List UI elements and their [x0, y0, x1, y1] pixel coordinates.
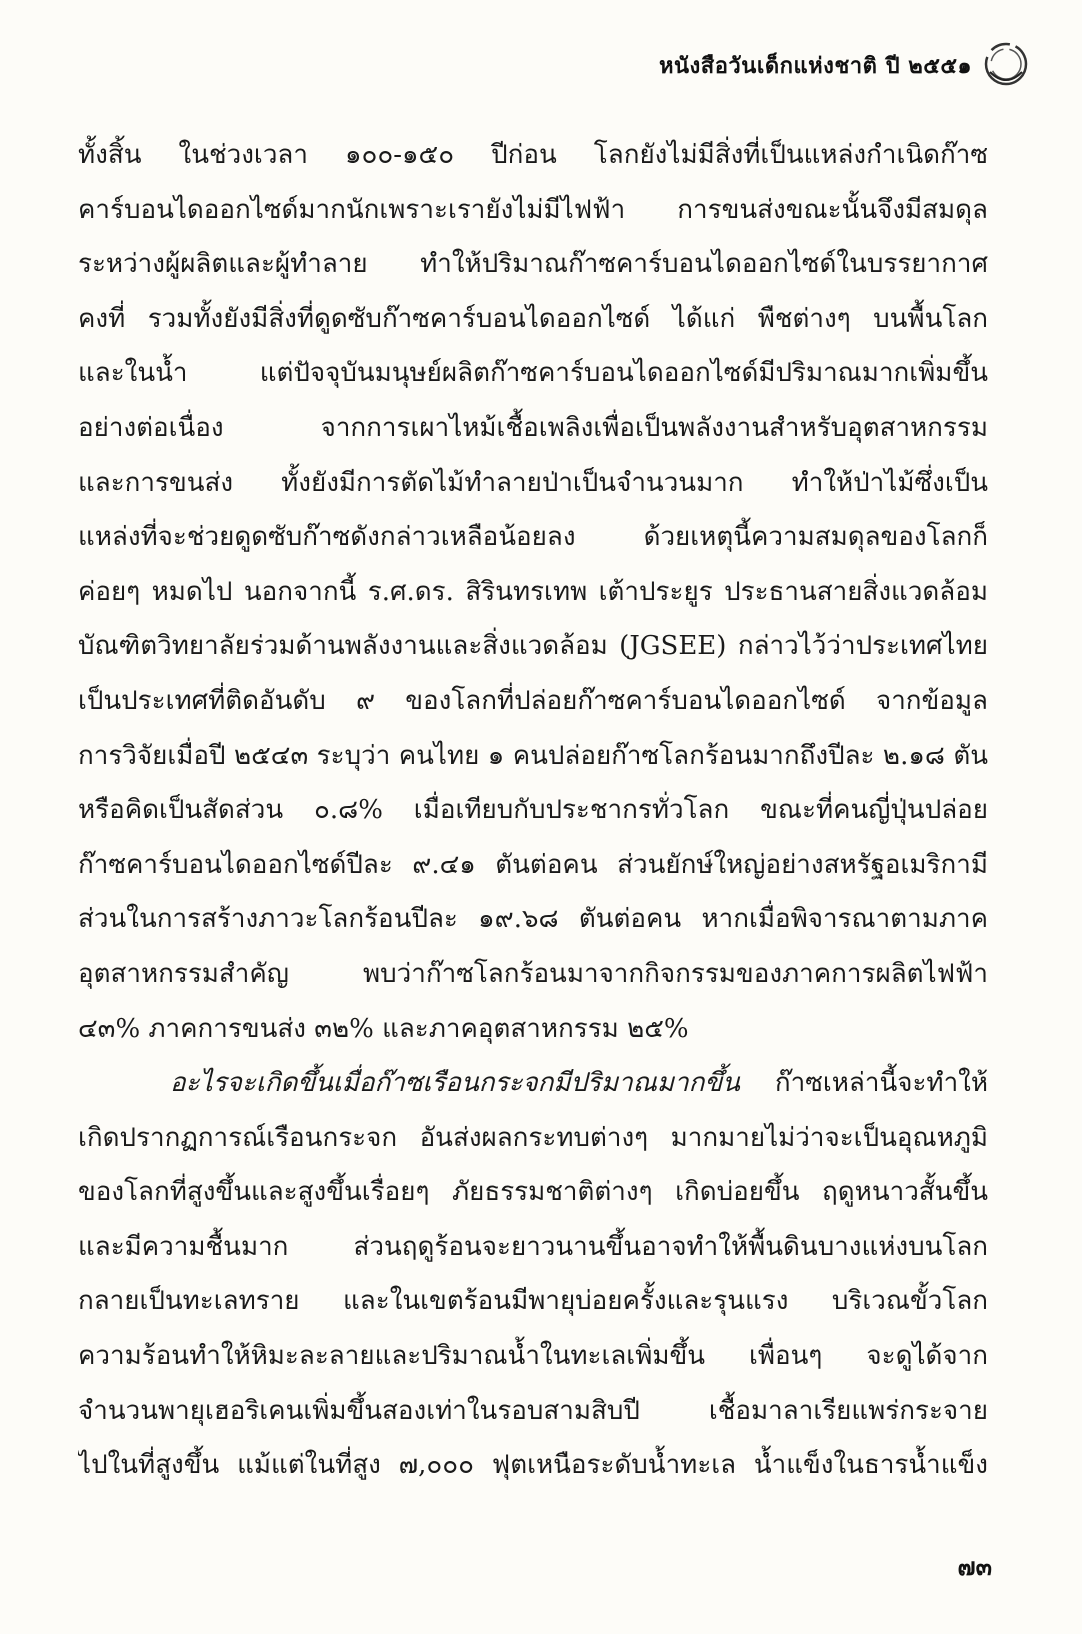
lead-rest: ก๊าซเหล่านี้จะทำให้ — [739, 1068, 988, 1099]
text-line: ทั้งสิ้น ในช่วงเวลา ๑๐๐-๑๕๐ ปีก่อน โลกยังไม่มีสิ่งที่เป็นแหล่งกำเนิดก๊าซ — [78, 140, 988, 170]
italic-lead: อะไรจะเกิดขึ้นเมื่อก๊าซเรือนกระจกมีปริมาณมากขึ้น — [170, 1068, 740, 1099]
text-line: หรือคิดเป็นสัดส่วน ๐.๘% เมื่อเทียบกับประชากรทั่วโลก ขณะที่คนญี่ปุ่นปล่อย — [78, 795, 988, 826]
text-line: การวิจัยเมื่อปี ๒๕๔๓ ระบุว่า คนไทย ๑ คนปล่อยก๊าซโลกร้อนมากถึงปีละ ๒.๑๘ ตัน — [78, 740, 988, 771]
text-line: ค่อยๆ หมดไป นอกจากนี้ ร.ศ.ดร. สิรินทรเทพ เต้าประยูร ประธานสายสิ่งแวดล้อม — [78, 576, 988, 607]
paragraph-first-line — [78, 1056, 988, 1111]
text-line: อย่างต่อเนื่อง จากการเผาไหม้เชื้อเพลิงเพื่อเป็นพลังงานสำหรับอุตสาหกรรม — [78, 412, 988, 443]
text-line: จำนวนพายุเฮอริเคนเพิ่มขึ้นสองเท่าในรอบสามสิบปี เชื้อมาลาเรียแพร่กระจาย — [78, 1395, 988, 1426]
text-line: และมีความชื้นมาก ส่วนฤดูร้อนจะยาวนานขึ้นอาจทำให้พื้นดินบางแห่งบนโลก — [78, 1231, 988, 1262]
text-line: ไปในที่สูงขึ้น แม้แต่ในที่สูง ๗,๐๐๐ ฟุตเหนือระดับน้ำทะเล น้ำแข็งในธารน้ำแข็ง — [78, 1450, 988, 1481]
running-header: หนังสือวันเด็กแห่งชาติ ปี ๒๕๕๑ — [659, 54, 972, 79]
body-text — [78, 128, 988, 1493]
text-line: บัณฑิตวิทยาลัยร่วมด้านพลังงานและสิ่งแวดล้อม (JGSEE) กล่าวไว้ว่าประเทศไทย — [78, 631, 988, 662]
text-line: เป็นประเทศที่ติดอันดับ ๙ ของโลกที่ปล่อยก๊าซคาร์บอนไดออกไซด์ จากข้อมูล — [78, 685, 988, 716]
text-line: คงที่ รวมทั้งยังมีสิ่งที่ดูดซับก๊าซคาร์บอนไดออกไซด์ ได้แก่ พืชต่างๆ บนพื้นโลก — [78, 303, 988, 334]
text-line: ส่วนในการสร้างภาวะโลกร้อนปีละ ๑๙.๖๘ ตันต่อคน หากเมื่อพิจารณาตามภาค — [78, 904, 988, 935]
text-line: ของโลกที่สูงขึ้นและสูงขึ้นเรื่อยๆ ภัยธรรมชาติต่างๆ เกิดบ่อยขึ้น ฤดูหนาวสั้นขึ้น — [78, 1177, 988, 1208]
text-line: อุตสาหกรรมสำคัญ พบว่าก๊าซโลกร้อนมาจากกิจกรรมของภาคการผลิตไฟฟ้า — [78, 958, 988, 989]
text-line: ก๊าซคาร์บอนไดออกไซด์ปีละ ๙.๔๑ ตันต่อคน ส่วนยักษ์ใหญ่อย่างสหรัฐอเมริกามี — [78, 849, 988, 880]
text-line: คาร์บอนไดออกไซด์มากนักเพราะเรายังไม่มีไฟฟ้า การขนส่งขณะนั้นจึงมีสมดุล — [78, 194, 988, 225]
text-line: ระหว่างผู้ผลิตและผู้ทำลาย ทำให้ปริมาณก๊าซคาร์บอนไดออกไซด์ในบรรยากาศ — [78, 249, 988, 280]
text-line: ๔๓% ภาคการขนส่ง ๓๒% และภาคอุตสาหกรรม ๒๕% — [78, 1013, 689, 1044]
text-line: กลายเป็นทะเลทราย และในเขตร้อนมีพายุบ่อยครั้งและรุนแรง บริเวณขั้วโลก — [78, 1286, 988, 1317]
text-line: และในน้ำ แต่ปัจจุบันมนุษย์ผลิตก๊าซคาร์บอนไดออกไซด์มีปริมาณมากเพิ่มขึ้น — [78, 358, 988, 389]
text-line: ความร้อนทำให้หิมะละลายและปริมาณน้ำในทะเลเพิ่มขึ้น เพื่อนๆ จะดูได้จาก — [78, 1341, 988, 1372]
circular-ornament-icon — [980, 38, 1032, 90]
text-line: เกิดปรากฏการณ์เรือนกระจก อันส่งผลกระทบต่างๆ มากมายไม่ว่าจะเป็นอุณหภูมิ — [78, 1122, 988, 1153]
text-line: แหล่งที่จะช่วยดูดซับก๊าซดังกล่าวเหลือน้อยลง ด้วยเหตุนี้ความสมดุลของโลกก็ — [78, 522, 988, 553]
page-number: ๗๓ — [957, 1552, 992, 1581]
text-line: และการขนส่ง ทั้งยังมีการตัดไม้ทำลายป่าเป็นจำนวนมาก ทำให้ป่าไม้ซึ่งเป็น — [78, 467, 988, 498]
